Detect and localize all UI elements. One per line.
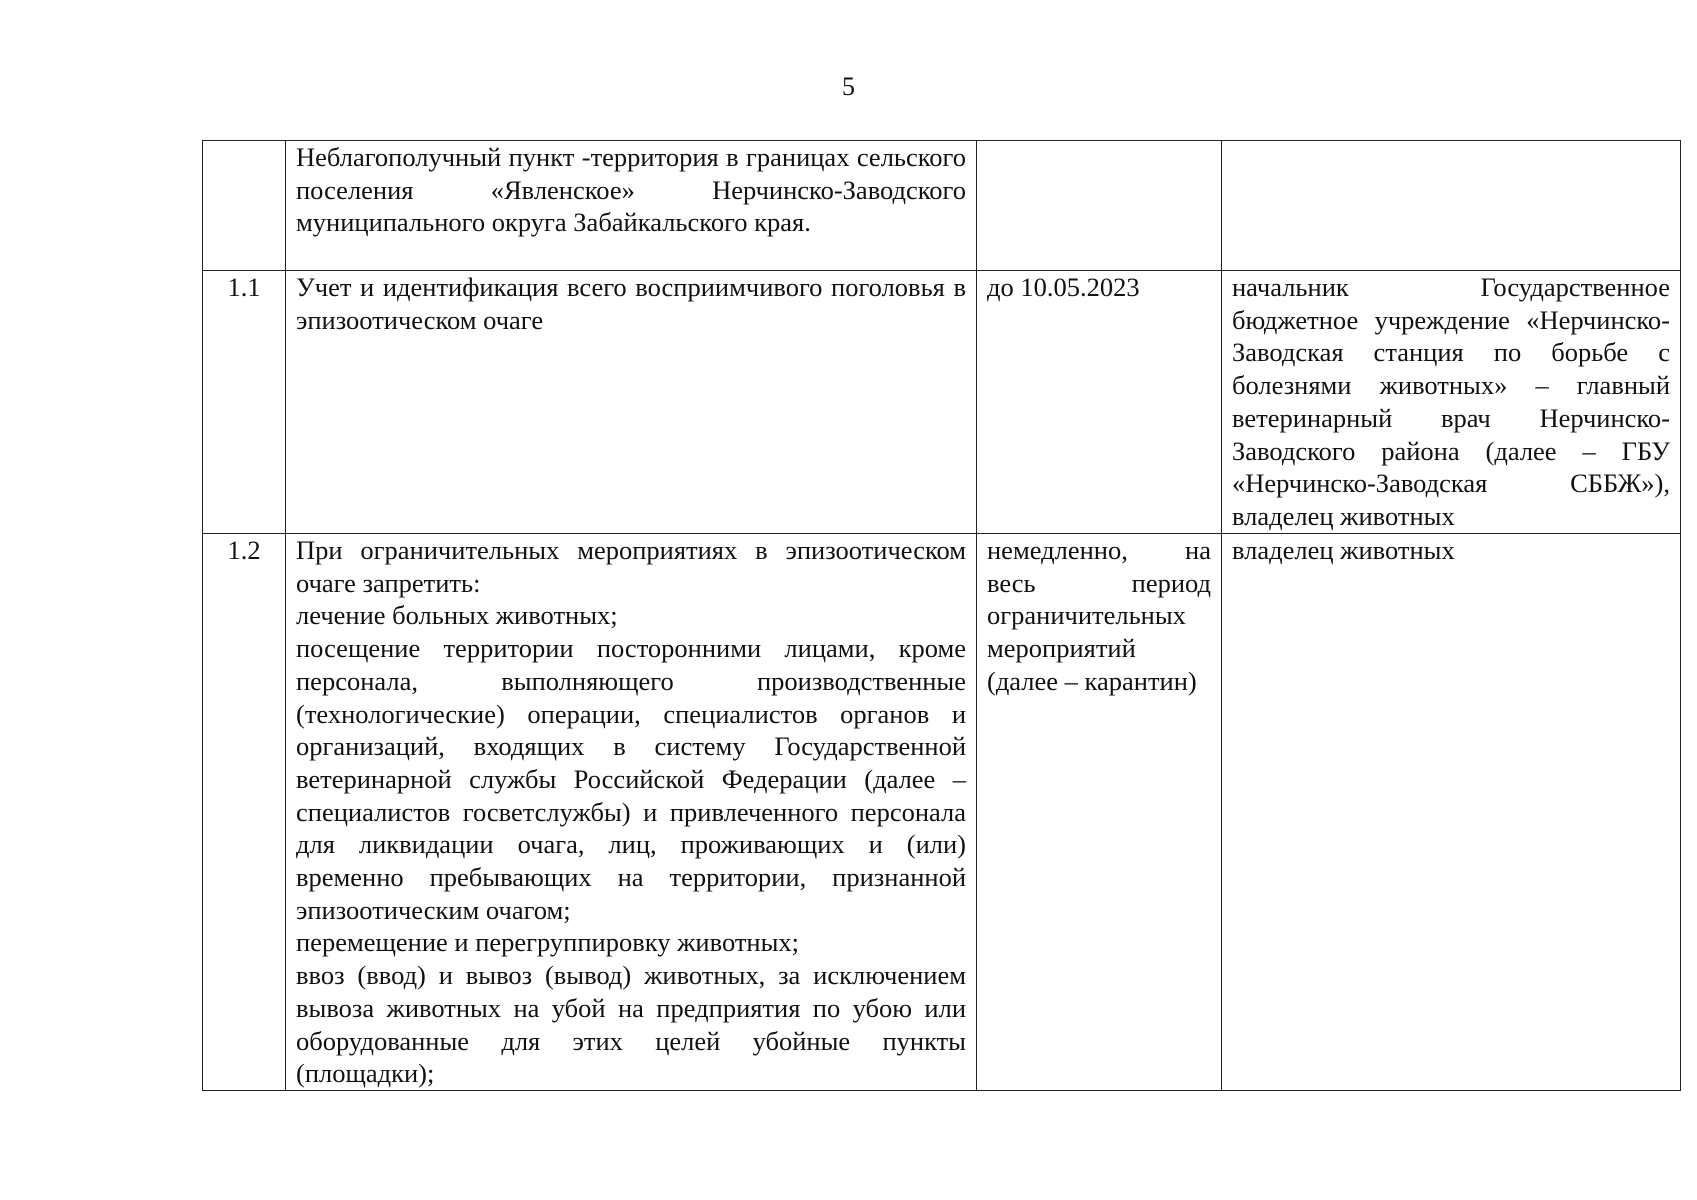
- measure-cell: [286, 271, 977, 534]
- table-row: [203, 141, 1681, 271]
- responsible-cell: [1222, 271, 1681, 534]
- table-row: [203, 534, 1681, 1091]
- measure-paragraph: лечение больных животных;: [296, 600, 618, 631]
- term-cell: [977, 141, 1222, 271]
- measure-paragraph: Учет и идентификация всего восприимчивого поголовья в эпизоотическом очаге: [296, 272, 966, 335]
- term-text: немедленно, на весь период ограничительных мероприятий (далее – карантин): [987, 535, 1211, 696]
- table-row: [203, 271, 1681, 534]
- responsible-text: начальник Государственное бюджетное учреждение «Нерчинско-Заводская станция по борьбе с болезнями животных» – главный ветеринарный врач Нерчинско-Заводского района (далее – ГБУ «Нерчинско-Заводская СББЖ»), владелец животных: [1232, 272, 1670, 531]
- measure-cell: [286, 534, 977, 1091]
- row-number: 1.1: [203, 271, 286, 534]
- measure-paragraph: При ограничительных мероприятиях в эпизоотическом очаге запретить:: [296, 535, 966, 598]
- measure-cell: [286, 141, 977, 271]
- page-number: 5: [842, 72, 855, 101]
- responsible-text: владелец животных: [1232, 535, 1455, 565]
- measure-paragraph: посещение территории посторонними лицами, кроме персонала, выполняющего производственные (технологические) операции, специалистов органов и организаций, входящих в систему Государственной ветеринарной службы Российской Федерации (далее – специалистов госветслужбы) и привлеченного персонала для ликвидации очага, лиц, проживающих и (или) временно пребывающих на территории, признанной эпизоотическим очагом;: [296, 633, 966, 925]
- measure-paragraph: перемещение и перегруппировку животных;: [296, 927, 800, 958]
- responsible-cell: [1222, 534, 1681, 1091]
- term-text: до 10.05.2023: [987, 272, 1140, 302]
- measure-paragraph: Неблагополучный пункт -территория в границах сельского поселения «Явленское» Нерчинско-Заводского муниципального округа Забайкальского края.: [296, 142, 966, 238]
- term-cell: [977, 271, 1222, 534]
- term-cell: [977, 534, 1222, 1091]
- row-number: 1.2: [203, 534, 286, 1091]
- responsible-cell: [1222, 141, 1681, 271]
- measure-paragraph: ввоз (ввод) и вывоз (вывод) животных, за исключением вывоза животных на убой на предприятия по убою или оборудованные для этих целей убойные пункты (площадки);: [296, 960, 966, 1089]
- row-number: [203, 141, 286, 271]
- measures-table: [202, 140, 1681, 1091]
